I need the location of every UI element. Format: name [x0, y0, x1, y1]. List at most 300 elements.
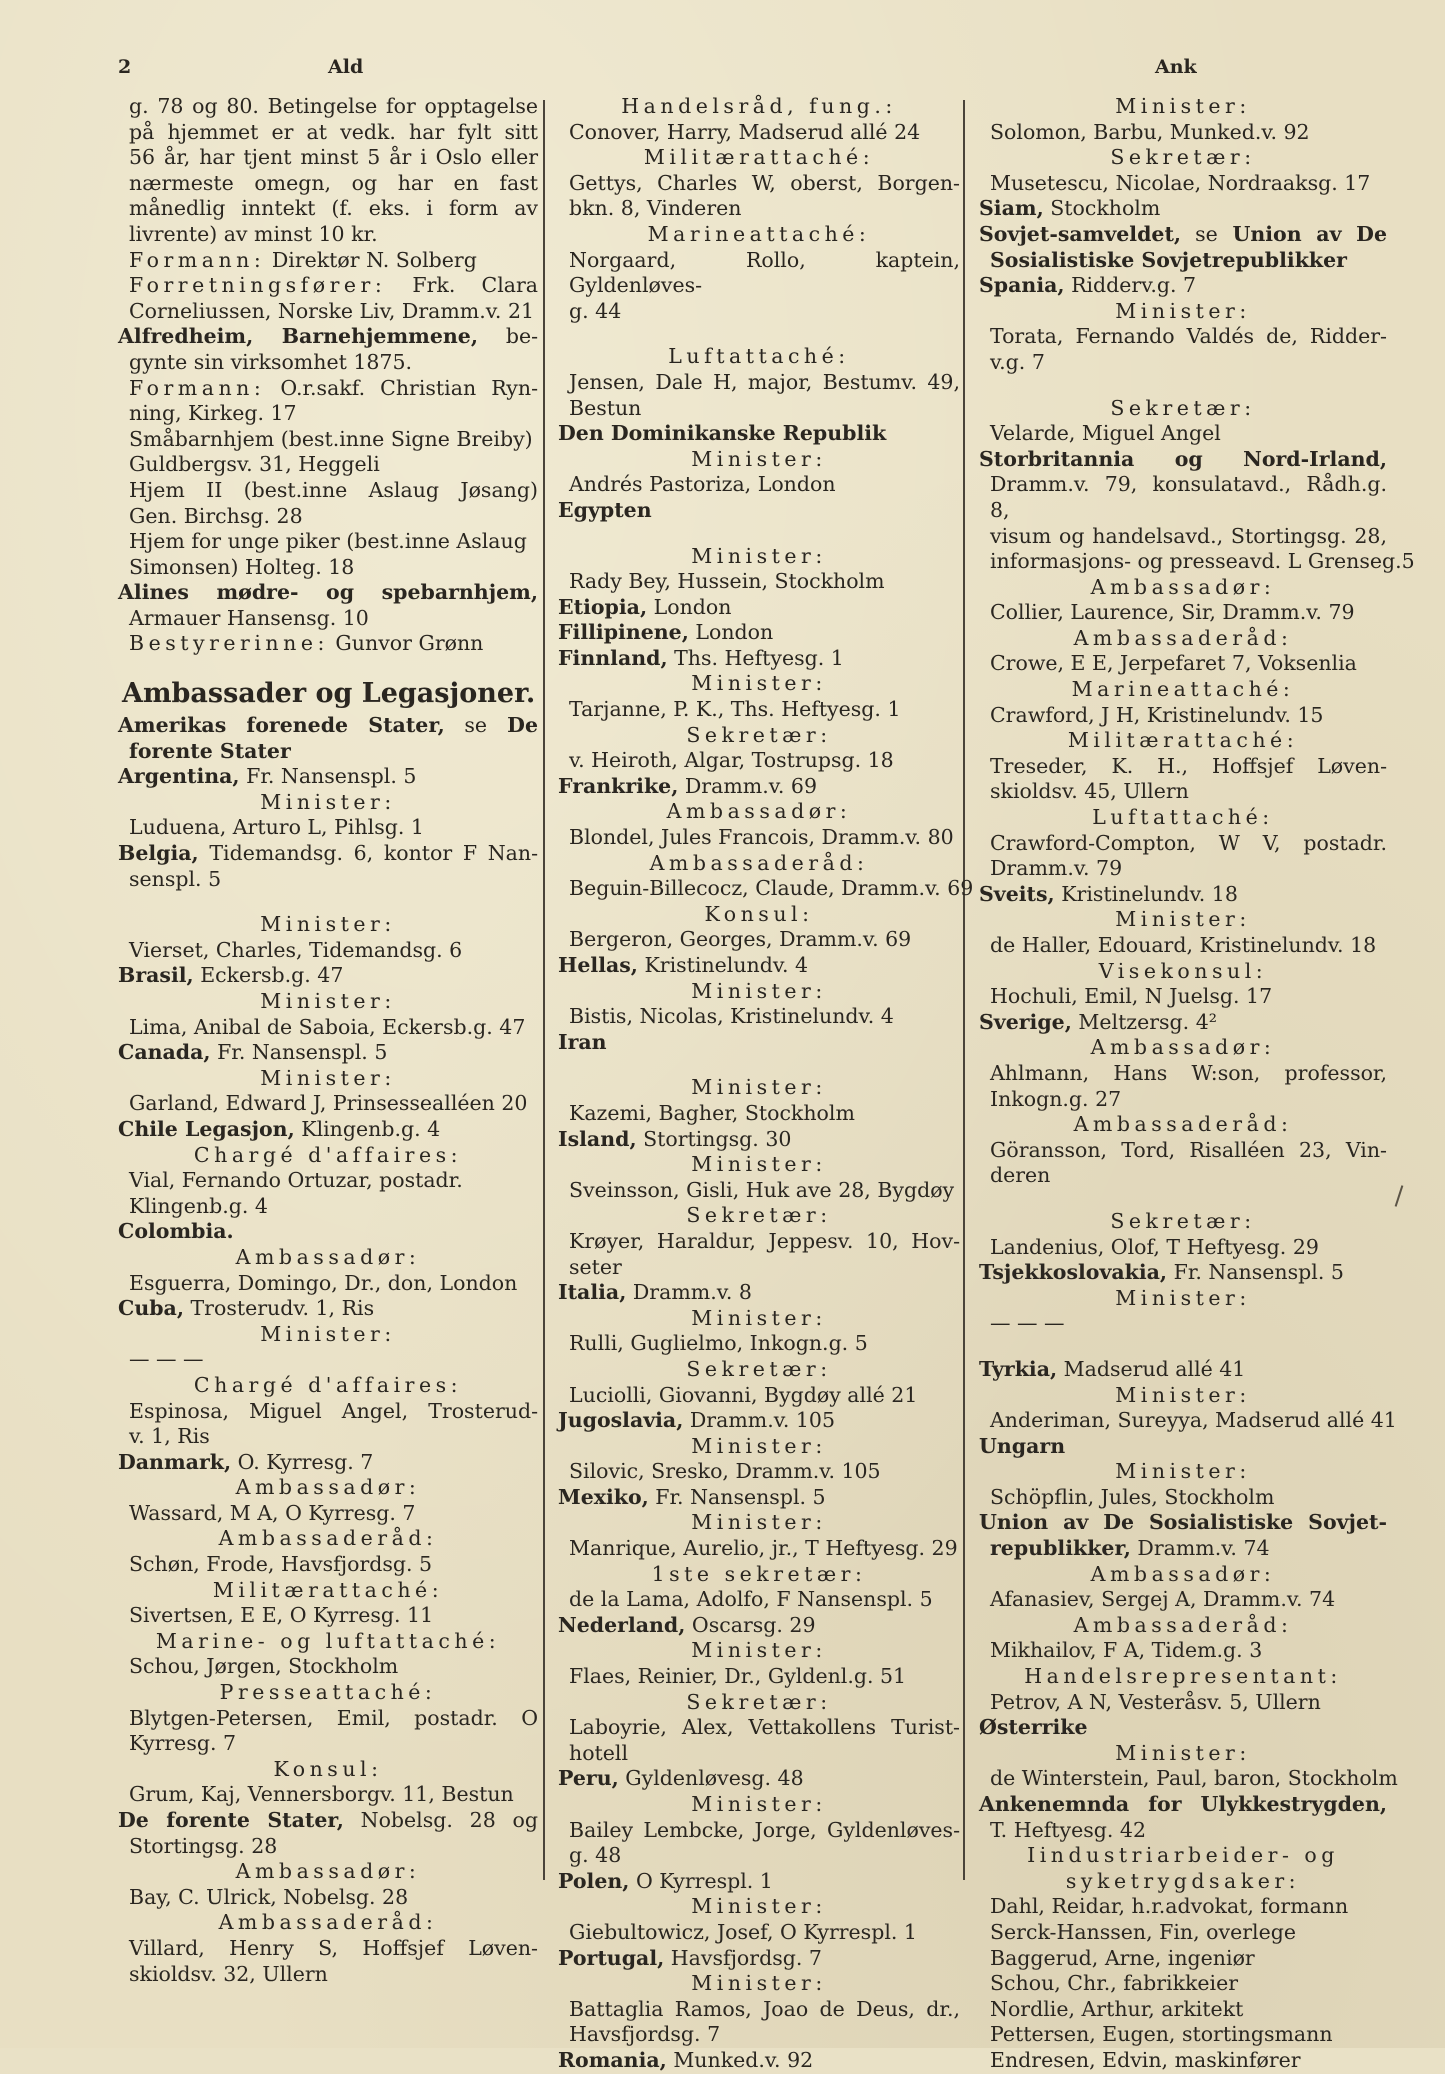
entry-line	[979, 831, 1387, 857]
spacer	[979, 1189, 1387, 1209]
role-title: Minister:	[691, 1152, 827, 1177]
role-title: Minister:	[1115, 1459, 1251, 1484]
entry-text: Esguerra, Domingo, Dr., don, London	[129, 1270, 518, 1295]
role-title: Militærattaché:	[212, 1577, 444, 1602]
entry-text: Ridderv.g. 7	[1064, 273, 1197, 298]
role-title: Minister:	[691, 1433, 827, 1458]
role-title: Minister:	[691, 1305, 827, 1330]
entry-line	[118, 171, 538, 197]
entry-heading-line	[979, 1510, 1387, 1536]
entry-text: Afanasiev, Sergej A, Dramm.v. 74	[990, 1587, 1336, 1612]
column-1	[118, 94, 538, 1987]
entry-name: Jugoslavia,	[558, 1408, 684, 1433]
entry-line	[558, 1997, 960, 2023]
entry-line	[118, 1834, 538, 1860]
entry-text: Espinosa, Miguel Angel, Trosterud-	[129, 1398, 538, 1423]
entry-heading-line	[558, 774, 960, 800]
entry-line	[558, 1920, 960, 1946]
entry-line	[979, 1587, 1387, 1613]
entry-text: Munked.v. 92	[666, 2047, 814, 2072]
role-title: Konsul:	[273, 1756, 383, 1781]
entry-text: Gen. Birchsg. 28	[129, 503, 303, 528]
entry-text: Solomon, Barbu, Munked.v. 92	[990, 119, 1310, 144]
entry-text: Kristinelundv. 4	[637, 953, 809, 977]
entry-name: Egypten	[558, 497, 652, 522]
entry-line	[558, 1843, 960, 1869]
entry-text: Dramm.v. 74	[1130, 1536, 1270, 1561]
entry-name: De forente Stater,	[118, 1808, 344, 1832]
role-title: Visekonsul:	[1098, 958, 1268, 983]
entry-heading-line	[118, 1117, 538, 1143]
entry-text: Endresen, Edvin, maskinfører	[990, 2047, 1301, 2072]
entry-line	[118, 631, 538, 657]
entry-line	[558, 1229, 960, 1255]
entry-line	[118, 248, 538, 274]
entry-text: Torata, Fernando Valdés de, Ridder-	[990, 324, 1387, 349]
entry-heading-line	[558, 595, 960, 621]
entry-text: Direktør N. Solberg	[265, 247, 477, 272]
entry-line	[118, 1015, 538, 1041]
entry-name: Polen,	[558, 1868, 630, 1893]
entry-heading-line	[979, 196, 1387, 222]
entry-line	[558, 370, 960, 396]
entry-text: Dahl, Reidar, h.r.advokat, formann	[990, 1894, 1349, 1919]
entry-heading-line	[558, 1869, 960, 1895]
entry-line	[558, 697, 960, 723]
entry-text: Simonsen) Holteg. 18	[129, 554, 355, 579]
entry-line	[979, 1087, 1387, 1113]
role-title: Minister:	[691, 671, 827, 696]
entry-line	[558, 2022, 960, 2048]
role-title: Minister:	[691, 1510, 827, 1535]
entry-line	[979, 1946, 1387, 1972]
role-title: Minister:	[691, 1894, 827, 1919]
entry-text: Schöpflin, Jules, Stockholm	[990, 1484, 1275, 1509]
entry-name: Island,	[558, 1126, 637, 1151]
entry-line	[979, 524, 1387, 550]
entry-line	[118, 1603, 538, 1629]
entry-name: republikker,	[990, 1536, 1131, 1561]
entry-line	[118, 120, 538, 146]
entry-line	[558, 825, 960, 851]
entry-heading-line	[558, 1485, 960, 1511]
role-title: Handelsrepresentant:	[1024, 1664, 1342, 1689]
entry-text: seter	[569, 1254, 622, 1279]
entry-line	[558, 1536, 960, 1562]
entry-line	[979, 1894, 1387, 1920]
header-left-word: Ald	[328, 56, 364, 78]
entry-line	[118, 145, 538, 171]
role-title: Ambassaderåd:	[649, 850, 869, 875]
spacer	[558, 324, 960, 344]
role-title: Ambassadør:	[666, 799, 852, 824]
role-title: Ambassadør:	[235, 1475, 421, 1500]
entry-text: Villard, Henry S, Hoffsjef Løven-	[129, 1935, 538, 1960]
entry-name: Danmark,	[118, 1449, 232, 1474]
entry-line	[979, 754, 1387, 780]
entry-text: Baggerud, Arne, ingeniør	[990, 1945, 1255, 1970]
entry-heading-line	[558, 498, 960, 524]
entry-text: Hjem for unge piker (best.inne Aslaug	[129, 529, 527, 554]
entry-text: de la Lama, Adolfo, F Nansenspl. 5	[569, 1587, 933, 1612]
entry-text: Garland, Edward J, Prinsessealléen 20	[129, 1091, 528, 1116]
role-title: Minister:	[260, 1321, 396, 1346]
entry-line	[558, 1818, 960, 1844]
spacer	[979, 1337, 1387, 1357]
entry-text: Fr. Nansenspl. 5	[239, 764, 417, 789]
entry-text: — — —	[129, 1347, 204, 1372]
entry-name: Ankenemnda for Ulykkestrygden,	[979, 1792, 1387, 1816]
entry-text: Nordlie, Arthur, arkitekt	[990, 1996, 1244, 2021]
entry-text: T. Heftyesg. 42	[990, 1817, 1147, 1842]
ink-mark	[1395, 1185, 1404, 1207]
entry-text: Dramm.v. 105	[683, 1408, 836, 1433]
entry-text: Schøn, Frode, Havsfjordsg. 5	[129, 1552, 433, 1577]
entry-text: O. Kyrresg. 7	[231, 1449, 374, 1474]
role-label: Formann:	[129, 375, 266, 400]
entry-text: Corneliussen, Norske Liv, Dramm.v. 21	[129, 298, 535, 323]
spacer	[558, 524, 960, 544]
entry-line	[558, 1741, 960, 1767]
entry-text: Dramm.v. 79, konsulatavd., Rådh.g. 8,	[990, 472, 1387, 522]
entry-text: g. 44	[569, 298, 622, 323]
entry-name: Colombia.	[118, 1219, 234, 1244]
entry-text: g. 48	[569, 1843, 622, 1868]
entry-name: Frankrike,	[558, 773, 679, 798]
entry-text: Kristinelundv. 18	[1054, 881, 1238, 906]
entry-name: Romania,	[558, 2047, 667, 2072]
entry-text: Blytgen-Petersen, Emil, postadr. O	[129, 1705, 538, 1730]
role-title: Presseattaché:	[219, 1680, 437, 1705]
entry-text: Musetescu, Nicolae, Nordraaksg. 17	[990, 170, 1371, 195]
entry-line	[118, 1782, 538, 1808]
entry-text: Serck-Hanssen, Fin, overlege	[990, 1919, 1296, 1944]
role-title: Chargé d'affaires:	[193, 1142, 463, 1167]
entry-line	[558, 248, 960, 299]
entry-line	[118, 196, 538, 222]
entry-line	[118, 1706, 538, 1732]
role-title: 1ste sekretær:	[651, 1561, 867, 1586]
entry-text: Bergeron, Georges, Dramm.v. 69	[569, 927, 912, 952]
entry-line	[558, 299, 960, 325]
role-title: Minister:	[1115, 298, 1251, 323]
entry-line	[118, 376, 538, 402]
column-divider	[543, 100, 545, 1880]
entry-heading-line	[558, 1613, 960, 1639]
entry-text: Bailey Lembcke, Jorge, Gyldenløves-	[569, 1817, 960, 1842]
entry-text: Battaglia Ramos, Joao de Deus, dr.,	[569, 1996, 960, 2021]
entry-line	[118, 401, 538, 427]
entry-line	[118, 1501, 538, 1527]
entry-text: hotell	[569, 1740, 629, 1765]
entry-line	[979, 600, 1387, 626]
entry-heading-line	[979, 1792, 1387, 1818]
entry-line	[118, 1399, 538, 1425]
entry-line	[558, 1331, 960, 1357]
entry-text: Göransson, Tord, Risalléen 23, Vin-	[990, 1137, 1387, 1162]
role-title: Ambassaderåd:	[218, 1526, 438, 1551]
role-title: Ambassadør:	[235, 1859, 421, 1884]
entry-line	[118, 529, 538, 555]
entry-line	[558, 120, 960, 146]
entry-text: Velarde, Miguel Angel	[990, 421, 1221, 446]
entry-text: Wassard, M A, O Kyrresg. 7	[129, 1500, 416, 1525]
role-title: Militærattaché:	[1067, 728, 1299, 753]
role-title: Minister:	[691, 446, 827, 471]
entry-heading-line	[118, 1040, 538, 1066]
entry-heading-line	[118, 764, 538, 790]
entry-text: Rulli, Guglielmo, Inkogn.g. 5	[569, 1331, 868, 1356]
entry-heading-line	[558, 620, 960, 646]
entry-line	[979, 1061, 1387, 1087]
entry-text: Conover, Harry, Madserud allé 24	[569, 119, 921, 144]
role-title: Minister:	[1115, 1285, 1251, 1310]
entry-text: Stortingsg. 28	[129, 1833, 278, 1858]
entry-text: Dramm.v. 8	[626, 1280, 752, 1305]
entry-line	[118, 938, 538, 964]
entry-line	[979, 1235, 1387, 1261]
entry-name: Argentina,	[118, 764, 240, 789]
entry-name: Siam,	[979, 196, 1044, 221]
entry-text: v.g. 7	[990, 349, 1045, 374]
entry-text: Lima, Anibal de Saboia, Eckersb.g. 47	[129, 1014, 526, 1039]
entry-line	[118, 504, 538, 530]
role-title: Sekretær:	[686, 1356, 832, 1381]
entry-text: gynte sin virksomhet 1875.	[129, 349, 413, 374]
role-title: Sekretær:	[1110, 1208, 1256, 1233]
section-heading: Ambassader og Legasjoner.	[122, 678, 536, 710]
entry-text: Sveinsson, Gisli, Huk ave 28, Bygdøy	[569, 1177, 955, 1202]
role-title: Sekretær:	[686, 722, 832, 747]
role-title: syketrygdsaker:	[1065, 1868, 1301, 1893]
entry-line	[558, 927, 960, 953]
entry-line	[118, 1962, 538, 1988]
entry-text: Trosterudv. 1, Ris	[183, 1296, 375, 1321]
entry-name: Iran	[558, 1029, 607, 1054]
entry-heading-line	[558, 1408, 960, 1434]
entry-heading-line	[118, 324, 538, 350]
role-title: Sekretær:	[686, 1203, 832, 1228]
entry-name: Storbritannia og Nord-Irland,	[979, 446, 1387, 471]
entry-text: Ahlmann, Hans W:son, professor,	[990, 1060, 1387, 1085]
entry-name: Union av De	[1217, 221, 1387, 246]
entry-heading-line	[979, 1260, 1387, 1286]
entry-text: Crawford-Compton, W V, postadr.	[990, 830, 1387, 855]
entry-name: Sosialistiske Sovjetrepublikker	[990, 247, 1347, 272]
entry-heading-line	[979, 447, 1387, 473]
entry-line	[558, 472, 960, 498]
entry-text: månedlig inntekt (f. eks. i form av	[129, 196, 538, 221]
role-title: Luftattaché:	[668, 344, 850, 369]
role-title: Marineattaché:	[647, 221, 871, 246]
entry-text: Luciolli, Giovanni, Bygdøy allé 21	[569, 1382, 918, 1407]
entry-heading-line	[558, 2048, 960, 2074]
column-2	[558, 94, 974, 2074]
role-title: Ambassaderåd:	[1073, 1612, 1293, 1637]
entry-line	[118, 1347, 538, 1373]
entry-text: Nobelsg. 28 og	[343, 1808, 538, 1832]
entry-line	[558, 1459, 960, 1485]
entry-text: Kazemi, Bagher, Stockholm	[569, 1100, 855, 1125]
entry-text: be-	[477, 324, 539, 349]
role-title: Ambassaderåd:	[1073, 1112, 1293, 1137]
role-title: Minister:	[1115, 907, 1251, 932]
entry-line	[979, 856, 1387, 882]
role-title: Sekretær:	[1110, 145, 1256, 170]
entry-name: Alines mødre- og spebarnhjem,	[118, 580, 538, 605]
entry-text: Norgaard, Rollo, kaptein, Gyldenløves-	[569, 247, 960, 298]
role-label: Forretningsfører:	[129, 273, 387, 298]
entry-text: Vial, Fernando Ortuzar, postadr.	[129, 1168, 463, 1193]
entry-text: Vierset, Charles, Tidemandsg. 6	[129, 937, 463, 962]
entry-text: på hjemmet er at vedk. har fylt sitt	[129, 119, 538, 144]
role-title: Ambassadør:	[1090, 574, 1276, 599]
entry-text: O.r.sakf. Christian Ryn-	[265, 375, 538, 400]
entry-line	[979, 651, 1387, 677]
entry-text: Havsfjordsg. 7	[664, 1945, 822, 1970]
entry-heading-line	[979, 222, 1387, 248]
entry-line	[979, 421, 1387, 447]
entry-text: Schou, Chr., fabrikkeier	[990, 1971, 1239, 1996]
entry-text: Hochuli, Emil, N Juelsg. 17	[990, 984, 1273, 1009]
entry-line	[979, 324, 1387, 350]
entry-name: Etiopia,	[558, 594, 648, 619]
entry-text: Blondel, Jules Francois, Dramm.v. 80	[569, 825, 954, 850]
entry-name: Canada,	[118, 1040, 211, 1065]
entry-text: O Kyrrespl. 1	[629, 1868, 773, 1893]
entry-heading-line	[558, 1127, 960, 1153]
entry-line	[558, 1101, 960, 1127]
role-title: Ambassadør:	[235, 1244, 421, 1269]
entry-text: Madserud allé 41	[1057, 1356, 1246, 1381]
entry-line	[118, 1654, 538, 1680]
entry-name: Amerikas forenede Stater,	[118, 713, 445, 738]
role-title: Ambassadør:	[1090, 1561, 1276, 1586]
entry-text: informasjons- og presseavd. L Grenseg.5	[990, 549, 1415, 574]
role-title: Ambassaderåd:	[1073, 625, 1293, 650]
entry-text: Frk. Clara	[386, 273, 538, 298]
entry-text: Armauer Hansensg. 10	[129, 605, 369, 630]
entry-line	[118, 94, 538, 120]
entry-name: Tyrkia,	[979, 1356, 1058, 1381]
entry-text: Tidemandsg. 6, kontor F Nan-	[198, 841, 538, 866]
entry-line	[118, 1885, 538, 1911]
entry-name: Tsjekkoslovakia,	[979, 1260, 1168, 1285]
entry-text: bkn. 8, Vinderen	[569, 196, 742, 221]
entry-line	[118, 1731, 538, 1757]
entry-line	[118, 867, 538, 893]
entry-text: Crawford, J H, Kristinelundv. 15	[990, 702, 1324, 727]
role-title: Minister:	[260, 989, 396, 1013]
entry-text: Inkogn.g. 27	[990, 1086, 1122, 1111]
entry-text: g. 78 og 80. Betingelse for opptagelse	[129, 94, 538, 118]
role-title: Ambassaderåd:	[218, 1910, 438, 1935]
entry-line	[118, 273, 538, 299]
entry-heading-line	[558, 421, 960, 447]
entry-text: Eckersb.g. 47	[193, 963, 344, 988]
entry-line	[979, 120, 1387, 146]
entry-text: Jensen, Dale H, major, Bestumv. 49,	[569, 369, 960, 394]
entry-line	[118, 815, 538, 841]
entry-line	[118, 299, 538, 325]
entry-heading-line	[118, 739, 538, 765]
entry-line	[118, 1091, 538, 1117]
entry-text: Collier, Laurence, Sir, Dramm.v. 79	[990, 600, 1355, 625]
entry-text: Havsfjordsg. 7	[569, 2022, 721, 2047]
entry-text: v. Heiroth, Algar, Tostrupsg. 18	[569, 748, 894, 773]
entry-line	[558, 396, 960, 422]
entry-heading-line	[979, 1357, 1387, 1383]
entry-text: Grum, Kaj, Vennersborgv. 11, Bestun	[129, 1782, 514, 1807]
role-title: Minister:	[691, 1792, 827, 1816]
entry-text: Andrés Pastoriza, London	[569, 472, 836, 497]
entry-line	[558, 171, 960, 197]
role-title: Marineattaché:	[1071, 677, 1295, 702]
entry-name: Union av De Sosialistiske Sovjet-	[979, 1510, 1387, 1535]
entry-text: Gyldenløvesg. 48	[618, 1766, 804, 1791]
entry-text: Pettersen, Eugen, stortingsmann	[990, 2022, 1333, 2047]
role-title: Minister:	[260, 912, 396, 937]
entry-text: Flaes, Reinier, Dr., Gyldenl.g. 51	[569, 1664, 907, 1689]
entry-text: se	[444, 713, 487, 738]
entry-text: Schou, Jørgen, Stockholm	[129, 1654, 399, 1679]
entry-text: skioldsv. 45, Ullern	[990, 779, 1189, 804]
entry-heading-line	[118, 963, 538, 989]
role-title: Luftattaché:	[1092, 805, 1274, 830]
entry-text: visum og handelsavd., Stortingsg. 28,	[990, 523, 1387, 548]
entry-text: Stockholm	[1043, 196, 1161, 221]
entry-name: Østerrike	[979, 1715, 1088, 1740]
entry-heading-line	[118, 1808, 538, 1834]
entry-text: Småbarnhjem (best.inne Signe Breiby)	[129, 426, 533, 451]
entry-text: Silovic, Sresko, Dramm.v. 105	[569, 1459, 881, 1484]
entry-name: Nederland,	[558, 1612, 686, 1637]
entry-text: Mikhailov, F A, Tidem.g. 3	[990, 1638, 1263, 1663]
entry-name: De	[487, 713, 538, 738]
entry-text: Meltzersg. 4²	[1071, 1009, 1217, 1034]
entry-heading-line	[118, 713, 538, 739]
entry-text: deren	[990, 1163, 1051, 1188]
entry-line	[979, 1690, 1387, 1716]
entry-text: Dramm.v. 69	[678, 773, 817, 798]
entry-line	[979, 984, 1387, 1010]
entry-line	[118, 1936, 538, 1962]
entry-name: Belgia,	[118, 841, 199, 866]
column-divider	[963, 100, 965, 1880]
entry-heading-line	[979, 1536, 1387, 1562]
entry-name: Chile Legasjon,	[118, 1116, 295, 1141]
entry-text: London	[647, 594, 732, 619]
entry-name: Den Dominikanske Republik	[558, 421, 887, 446]
entry-line	[979, 1818, 1387, 1844]
entry-line	[979, 1311, 1387, 1337]
entry-text: Oscarsg. 29	[685, 1612, 816, 1637]
entry-line	[118, 222, 538, 248]
role-title: Minister:	[691, 978, 827, 1003]
entry-name: Brasil,	[118, 963, 194, 988]
entry-name: Italia,	[558, 1280, 627, 1305]
entry-text: v. 1, Ris	[129, 1424, 210, 1449]
entry-line	[118, 350, 538, 376]
role-title: Minister:	[691, 1075, 827, 1100]
entry-line	[979, 1638, 1387, 1664]
entry-text: Bistis, Nicolas, Kristinelundv. 4	[569, 1004, 894, 1029]
role-title: Militærattaché:	[643, 145, 875, 170]
entry-heading-line	[558, 953, 960, 979]
entry-text: Sivertsen, E E, O Kyrresg. 11	[129, 1603, 434, 1628]
entry-line	[118, 1168, 538, 1194]
entry-name: forente Stater	[129, 738, 291, 763]
